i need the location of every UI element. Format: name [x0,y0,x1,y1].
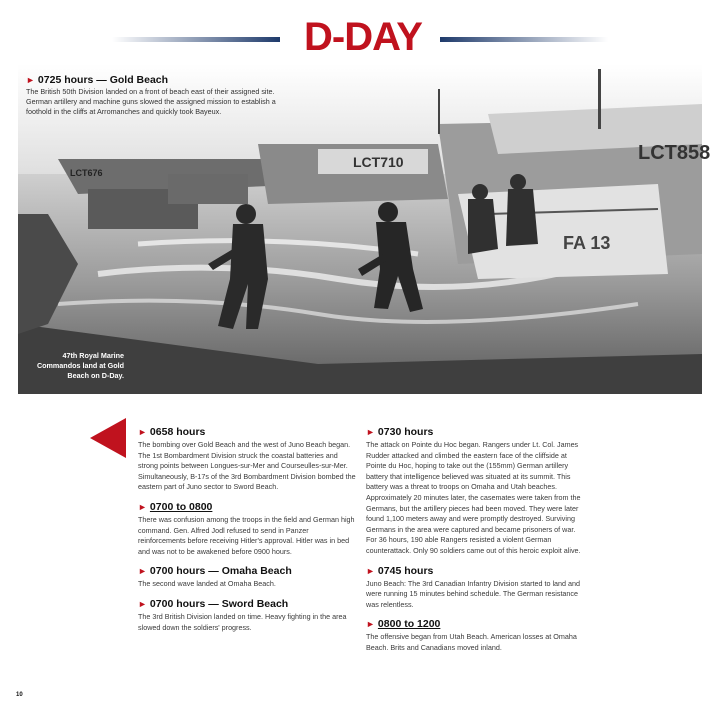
photo-caption: 47th Royal Marine Commandos land at Gold Beach on D-Day. [36,351,124,380]
bullet-arrow-icon: ► [366,565,375,576]
bullet-arrow-icon: ► [366,619,375,630]
entry-heading: 0700 hours — Sword Beach [149,597,289,610]
boat-marking-lct710: LCT710 [353,154,404,170]
bullet-arrow-icon: ► [138,427,147,437]
bullet-arrow-icon: ► [138,501,147,512]
bullet-arrow-icon: ► [26,75,35,85]
bullet-arrow-icon: ► [366,427,375,437]
entry-body: The attack on Pointe du Hoc began. Rangers under Lt. Col. James Rudder attacked and climbed the eastern face of the cliffside at Pointe du Hoc, hoping to take out the (155mm) German artillery battery that intelligence believed was situated at its summit. This battery was a threat to troops on Omaha and Utah beaches. Approximately 20 minutes later, the casemates were taken from the Germans, but the artillery pieces had been moved. They were later found 1,100 meters away and were promptly destroyed. Surviving Germans in the area were captured and became prisoners of war. For 36 hours, 190 able Rangers resisted a violent German counterattack. Only 90 soldiers came out of this heroic exploit alive. [366,440,581,555]
entry-body: The second wave landed at Omaha Beach. [138,579,276,589]
entry-body: The 3rd British Division landed on time. Heavy fighting in the area slowed down the soldiers' progress. [138,611,347,632]
entry-heading: 0700 hours — Omaha Beach [149,565,292,578]
timeline-entry [138,501,356,557]
entry-body: The bombing over Gold Beach and the west of Juno Beach began. The 1st Bombardment Division struck the coastal batteries and strong points between Longues-sur-Mer and Courseulles-sur-Mer. Simultaneously, B-17s of the 3rd Bombardment Division bombed the eastern part of Juno sector to Sword Beach. [138,440,356,492]
entry-body: The offensive began from Utah Beach. American losses at Omaha Beach. Brits and Canadians moved inland. [366,632,577,652]
timeline-entry [138,565,356,590]
landing-photo [18,64,711,394]
entry-heading: 0800 to 1200 [377,618,441,631]
bullet-arrow-icon: ► [138,566,147,577]
boat-marking-lct676: LCT676 [70,168,103,178]
boat-marking-lct858: LCT858 [638,142,711,164]
page-header [0,14,720,60]
bullet-arrow-icon: ► [138,598,147,609]
timeline-entry [366,426,584,557]
page-number: 10 [16,692,23,698]
gold-beach-heading-text: 0725 hours — Gold Beach [37,74,169,86]
header-rule-right [440,37,608,42]
entry-body: There was confusion among the troops in the field and German high command. Gen. Alfred Jodl refused to send in Panzer reinforcements before receiving Hitler's approval. Hitler was in bed and was not to be awakened before 0900 hours. [138,514,355,556]
boat-marking-fa13: FA 13 [563,233,611,253]
header-rule-left [112,37,280,42]
gold-beach-heading [26,74,286,87]
red-pointer-icon [90,418,126,458]
timeline-entry [366,565,584,611]
page-title: D-DAY [304,15,422,59]
entry-heading: 0658 hours [149,426,206,438]
entry-heading: 0745 hours [377,564,434,577]
entry-heading: 0730 hours [377,426,434,438]
timeline-entry [366,618,584,653]
entry-heading: 0700 to 0800 [149,500,213,513]
timeline-entry [138,426,356,493]
timeline-left-column [138,426,356,641]
entry-body: Juno Beach: The 3rd Canadian Infantry Division started to land and were running 15 minutes behind schedule. The German resistance was relentless. [366,578,581,609]
timeline-right-column [366,426,584,662]
gold-beach-entry [26,74,286,117]
gold-beach-body: The British 50th Division landed on a front of beach east of their assigned site. German artillery and machine guns slowed the assigned mission to establish a foothold in the cliffs at Arromanches and quickly took Bayeux. [26,87,276,116]
timeline-entry [138,598,356,633]
